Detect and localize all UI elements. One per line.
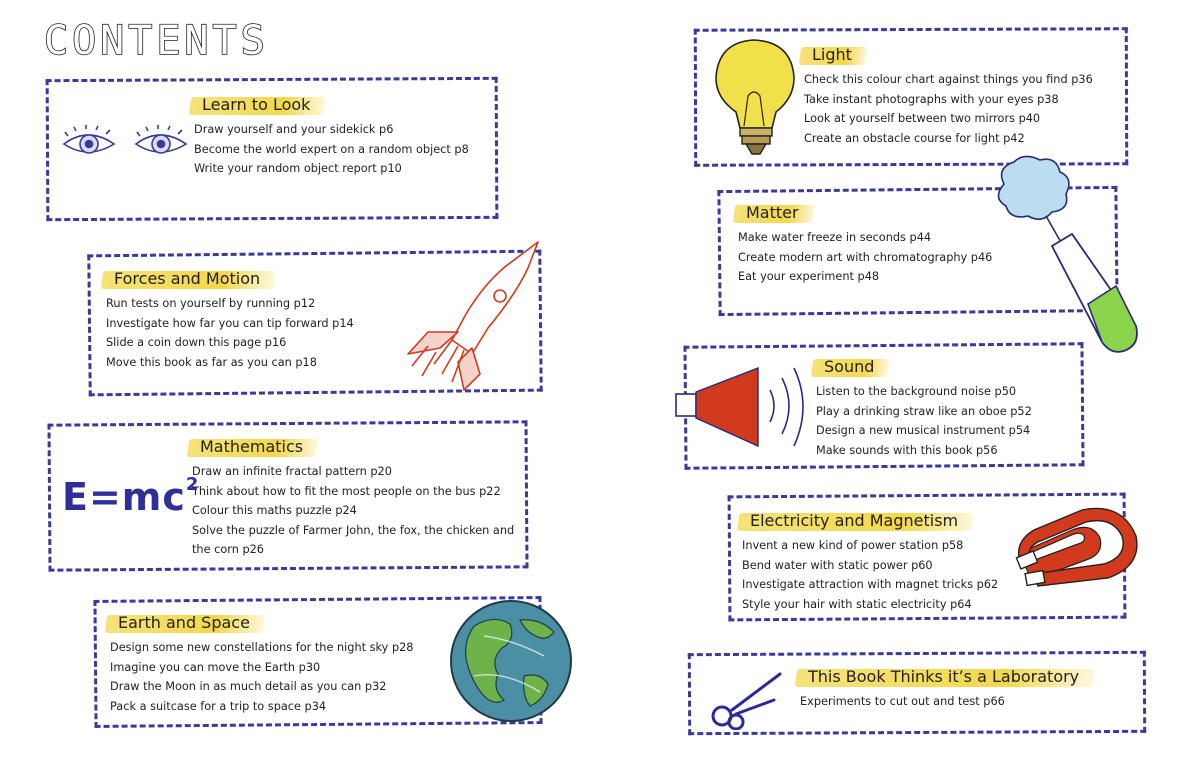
globe-icon xyxy=(444,596,578,726)
section-sound xyxy=(812,356,1032,460)
list-item: Experiments to cut out and test p66 xyxy=(800,695,1005,708)
section-maths xyxy=(185,436,518,560)
section-heading: Electricity and Magnetism xyxy=(738,510,972,532)
scissors-icon xyxy=(706,670,786,730)
list-item: Colour this maths puzzle p24 xyxy=(192,504,357,518)
section-heading: Learn to Look xyxy=(190,94,324,116)
test-tube-icon xyxy=(990,154,1144,358)
emc-base: E=mc xyxy=(62,475,186,519)
list-item: Make sounds with this book p56 xyxy=(816,443,998,457)
list-item: Move this book as far as you can p18 xyxy=(106,355,317,369)
list-item: Think about how to fit the most people on the bus p22 xyxy=(192,484,501,498)
list-item: Run tests on yourself by running p12 xyxy=(106,297,316,310)
list-item: Draw the Moon in as much detail as you can p32 xyxy=(110,680,387,694)
rocket-icon xyxy=(388,236,558,396)
section-light xyxy=(800,44,1093,148)
list-item: Pack a suitcase for a trip to space p34 xyxy=(110,699,327,713)
list-item: Play a drinking straw like an oboe p52 xyxy=(816,404,1032,418)
magnet-icon xyxy=(1012,502,1142,588)
section-heading: Forces and Motion xyxy=(102,268,274,290)
section-heading: This Book Thinks it’s a Laboratory xyxy=(796,666,1093,688)
list-item: Write your random object report p10 xyxy=(194,162,402,176)
list-item: Bend water with static power p60 xyxy=(742,558,933,572)
list-item: Look at yourself between two mirrors p40 xyxy=(804,112,1041,126)
eyes-icon xyxy=(62,124,192,164)
section-earth xyxy=(106,612,414,716)
list-item: Become the world expert on a random object p8 xyxy=(194,142,469,156)
section-learn xyxy=(190,94,469,179)
list-item: Create an obstacle course for light p42 xyxy=(804,131,1025,145)
list-item: Style your hair with static electricity p64 xyxy=(742,597,972,611)
section-heading: Matter xyxy=(734,202,813,224)
list-item: Slide a coin down this page p16 xyxy=(106,336,287,350)
list-item: Take instant photographs with your eyes p38 xyxy=(804,92,1059,106)
section-heading: Mathematics xyxy=(188,436,317,458)
list-item: Make water freeze in seconds p44 xyxy=(738,231,932,244)
list-item: Check this colour chart against things you find p36 xyxy=(804,73,1093,86)
list-item: Design some new constellations for the night sky p28 xyxy=(110,641,414,654)
section-heading: Earth and Space xyxy=(106,612,264,634)
list-item: Investigate how far you can tip forward p14 xyxy=(106,316,354,330)
list-item: Draw an infinite fractal pattern p20 xyxy=(192,465,392,478)
list-item: Investigate attraction with magnet tricks p62 xyxy=(742,578,999,592)
emc-formula xyxy=(62,474,199,519)
list-item: Design a new musical instrument p54 xyxy=(816,424,1031,438)
emc-exponent: 2 xyxy=(185,474,200,495)
page-title: CONTENTS xyxy=(44,18,269,64)
list-item: Imagine you can move the Earth p30 xyxy=(110,660,321,674)
section-lab xyxy=(796,666,1093,712)
list-item: Invent a new kind of power station p58 xyxy=(742,539,964,552)
section-heading: Sound xyxy=(812,356,888,378)
list-item: Solve the puzzle of Farmer John, the fox, the chicken and the corn p26 xyxy=(192,523,515,557)
section-forces xyxy=(102,268,354,372)
lightbulb-icon xyxy=(706,36,802,158)
list-item: Eat your experiment p48 xyxy=(738,270,880,284)
list-item: Create modern art with chromatography p46 xyxy=(738,250,993,264)
megaphone-icon xyxy=(672,362,812,462)
section-electricity xyxy=(738,510,998,614)
list-item: Draw yourself and your sidekick p6 xyxy=(194,123,394,136)
list-item: Listen to the background noise p50 xyxy=(816,385,1017,398)
section-heading: Light xyxy=(800,44,866,66)
section-matter xyxy=(734,202,992,287)
